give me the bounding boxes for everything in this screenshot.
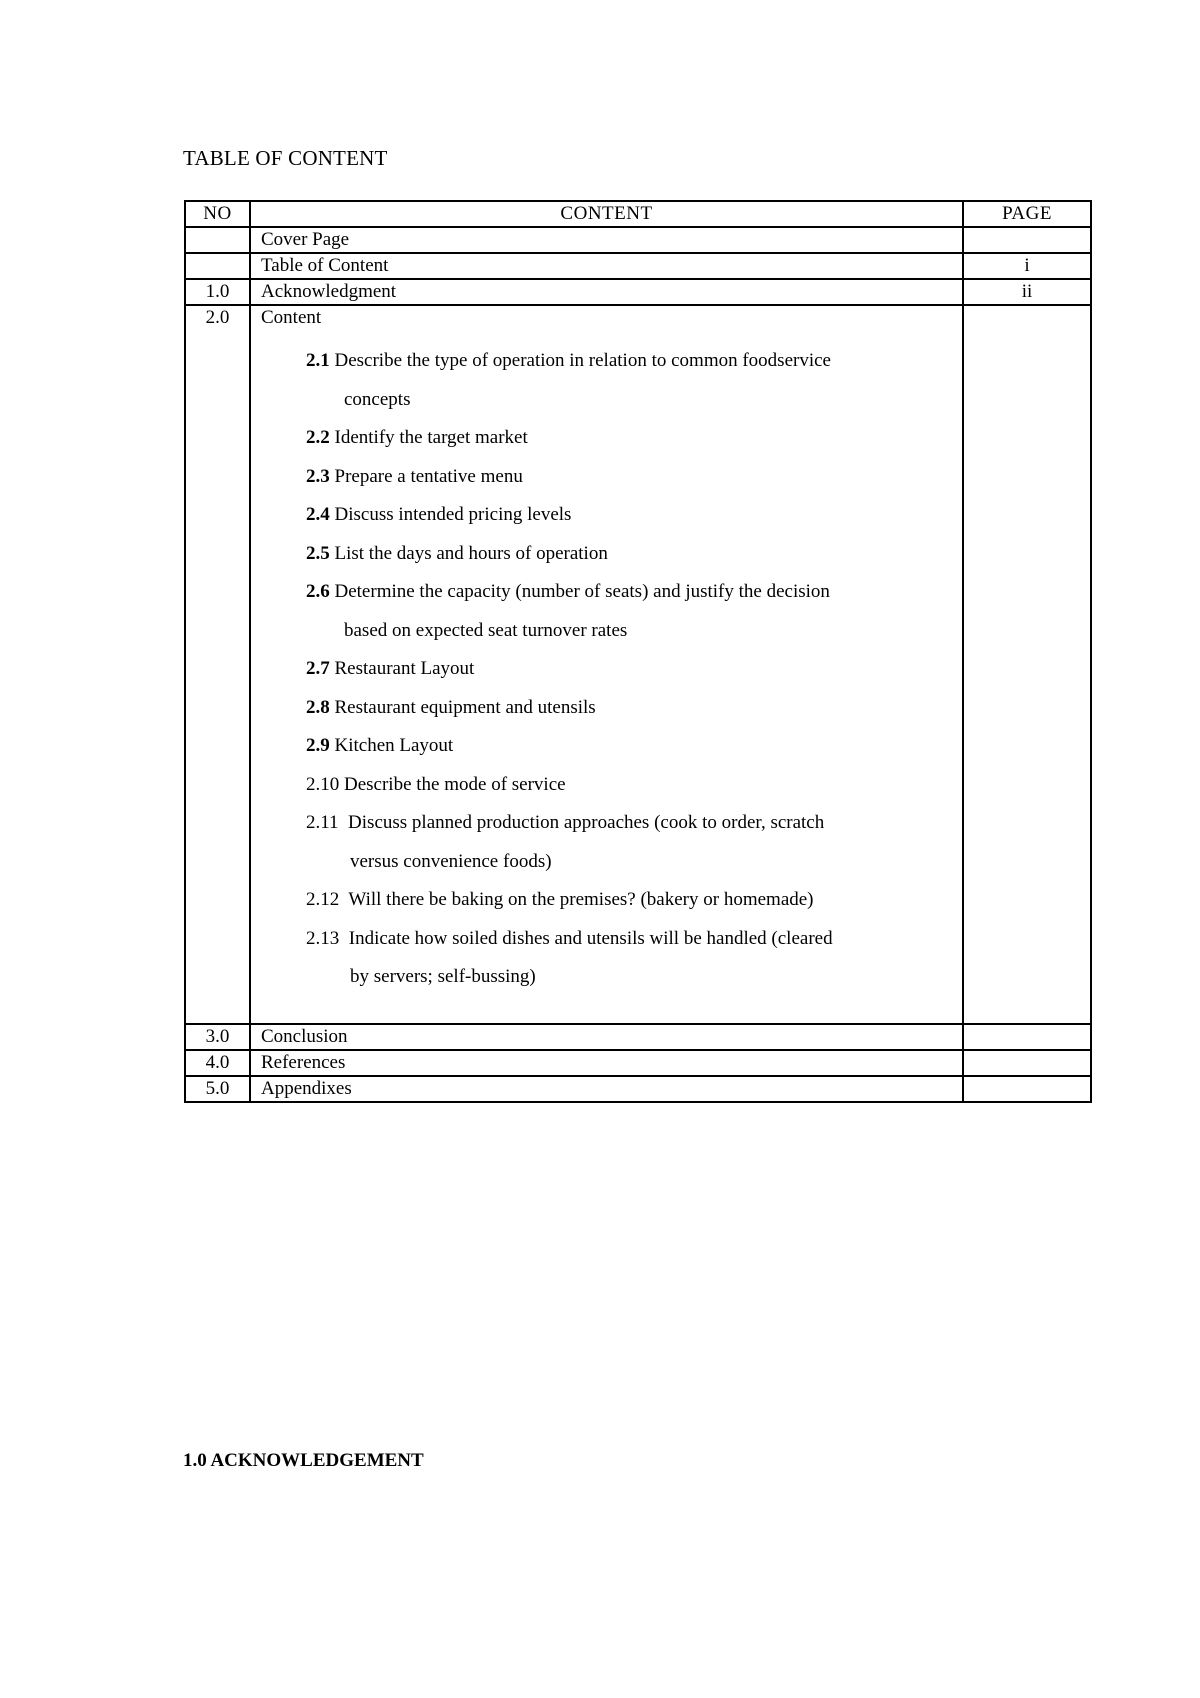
row-no: 4.0 [185, 1050, 250, 1076]
subsection-text: Discuss intended pricing levels [334, 504, 572, 525]
subsection-text: Describe the type of operation in relation to common foodservice [334, 350, 831, 371]
subsection-text: Discuss planned production approaches (cook to order, scratch [348, 812, 825, 833]
subsection-number: 2.12 [306, 889, 340, 910]
subsection-text: Restaurant Layout [334, 658, 475, 679]
header-no: NO [185, 201, 250, 227]
subsection-item [306, 419, 950, 458]
subsection-number: 2.4 [306, 504, 330, 525]
table-row-content-section [185, 305, 1091, 1024]
subsection-item [306, 766, 950, 805]
subsection-number: 2.6 [306, 581, 330, 602]
subsection-text: Prepare a tentative menu [334, 465, 523, 487]
row-content: Acknowledgment [250, 279, 963, 305]
subsection-list [261, 330, 952, 1023]
subsection-number: 2.2 [306, 427, 330, 448]
row-page [963, 1050, 1091, 1076]
subsection-text: Indicate how soiled dishes and utensils will be handled (cleared [348, 927, 833, 949]
row-page [963, 227, 1091, 253]
subsection-number: 2.11 [306, 812, 339, 833]
subsection-text: Restaurant equipment and utensils [334, 696, 596, 718]
subsection-number: 2.3 [306, 465, 330, 487]
subsection-text: List the days and hours of operation [334, 542, 608, 564]
table-row [185, 1076, 1091, 1102]
subsection-text: Determine the capacity (number of seats) and justify the decision [334, 581, 830, 602]
row-no: 2.0 [185, 305, 250, 1024]
row-content: Cover Page [250, 227, 963, 253]
subsection-number: 2.1 [306, 350, 330, 371]
page-title: TABLE OF CONTENT [183, 146, 388, 170]
table-row [185, 1050, 1091, 1076]
table-row [185, 227, 1091, 253]
table-row [185, 253, 1091, 279]
subsection-continuation: concepts [344, 388, 411, 410]
subsection-item [306, 689, 950, 728]
subsection-continuation: by servers; self-bussing) [350, 966, 536, 987]
subsection-item [306, 881, 950, 920]
subsection-number: 2.7 [306, 658, 330, 679]
subsection-item [306, 573, 950, 650]
row-content: Table of Content [250, 253, 963, 279]
subsection-number: 2.8 [306, 696, 330, 718]
row-page: i [963, 253, 1091, 279]
row-page [963, 1076, 1091, 1102]
subsection-number: 2.5 [306, 542, 330, 564]
row-page [963, 1024, 1091, 1050]
acknowledgement-heading: 1.0 ACKNOWLEDGEMENT [183, 1450, 424, 1471]
table-row [185, 1024, 1091, 1050]
toc-table [184, 200, 1092, 1103]
subsection-item [306, 458, 950, 497]
header-page: PAGE [963, 201, 1091, 227]
subsection-item [306, 496, 950, 535]
row-content: Conclusion [250, 1024, 963, 1050]
subsection-continuation: based on expected seat turnover rates [344, 619, 628, 641]
row-no: 3.0 [185, 1024, 250, 1050]
subsection-number: 2.10 [306, 773, 340, 795]
subsection-continuation: versus convenience foods) [350, 850, 552, 872]
subsection-item [306, 535, 950, 574]
row-no [185, 253, 250, 279]
row-content [250, 305, 963, 1024]
content-label: Content [261, 307, 322, 328]
table-row [185, 279, 1091, 305]
row-page [963, 305, 1091, 1024]
header-content: CONTENT [250, 201, 963, 227]
subsection-text: Kitchen Layout [334, 735, 454, 756]
subsection-item [306, 727, 950, 766]
subsection-number: 2.9 [306, 735, 330, 756]
subsection-text: Identify the target market [334, 427, 528, 448]
row-content: References [250, 1050, 963, 1076]
subsection-item [306, 650, 950, 689]
subsection-item [306, 342, 950, 419]
subsection-number: 2.13 [306, 927, 340, 949]
row-no: 1.0 [185, 279, 250, 305]
row-content: Appendixes [250, 1076, 963, 1102]
row-no: 5.0 [185, 1076, 250, 1102]
row-page: ii [963, 279, 1091, 305]
row-no [185, 227, 250, 253]
subsection-item [306, 804, 950, 881]
subsection-text: Will there be baking on the premises? (bakery or homemade) [348, 889, 814, 910]
table-header-row [185, 201, 1091, 227]
subsection-item [306, 920, 950, 997]
subsection-text: Describe the mode of service [344, 773, 566, 795]
